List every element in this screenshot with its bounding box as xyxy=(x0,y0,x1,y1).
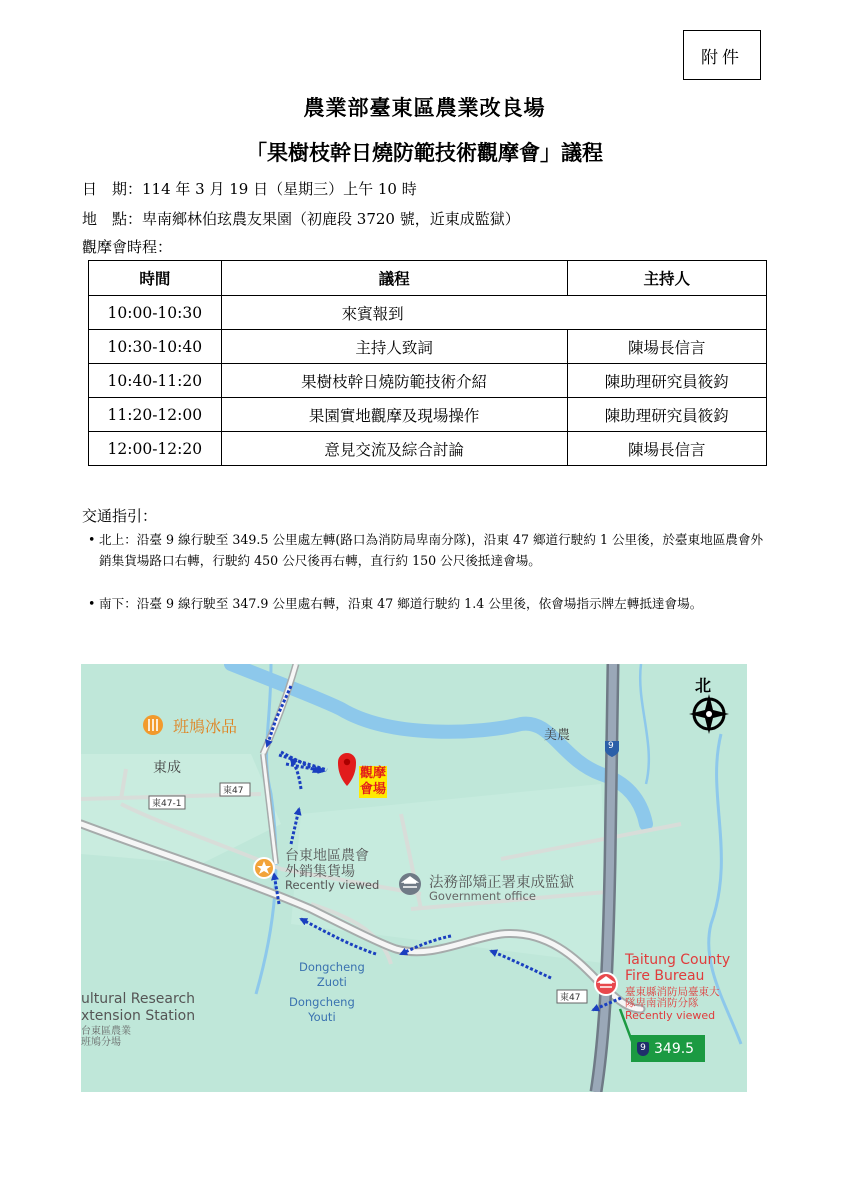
row-time: 11:20-12:00 xyxy=(89,398,222,432)
attachment-label: 附件 xyxy=(683,30,761,80)
route9-label: 9 xyxy=(608,741,614,751)
meinong-label: 美農 xyxy=(544,728,571,743)
road-dong47-label: 東47 xyxy=(560,993,581,1003)
table-row xyxy=(89,364,767,398)
traffic-northbound-text: 北上：沿臺 9 線行駛至 349.5 公里處左轉(路口為消防局卑南分隊)，沿東 47 鄉道行駛約 1 公里後，於臺東地區農會外銷集貨場路口右轉，行駛約 450 公尺後再右轉，直行約 150 公尺後抵達會場。 xyxy=(99,532,764,568)
table-row xyxy=(89,330,767,364)
row-agenda: 果樹枝幹日燒防範技術介紹 xyxy=(221,364,567,398)
research-station-label xyxy=(81,991,195,1025)
header-agenda: 議程 xyxy=(221,261,567,296)
road-dong47-label: 東47 xyxy=(223,786,244,796)
zuoti-label xyxy=(299,960,365,990)
place-line: 地 點：卑南鄉林伯玹農友果園（初鹿段 3720 號，近東成監獄） xyxy=(82,210,520,228)
venue-label-line2: 會場 xyxy=(360,782,387,797)
traffic-title: 交通指引： xyxy=(82,507,158,525)
north-label: 北 xyxy=(695,676,712,695)
route-map xyxy=(81,664,747,1092)
traffic-northbound xyxy=(88,529,773,571)
dongcheng-label: 東成 xyxy=(153,760,181,776)
fire-zh-line2: 隊卑南消防分隊 xyxy=(625,997,699,1009)
agenda-table xyxy=(88,260,767,466)
fire-zh-line1: 臺東縣消防局臺東大 xyxy=(625,986,720,998)
schedule-label: 觀摩會時程： xyxy=(82,238,173,256)
row-time: 10:40-11:20 xyxy=(89,364,222,398)
farm-assoc-line2: 外銷集貨場 xyxy=(285,864,355,880)
research-station-zh-label xyxy=(81,1026,131,1048)
header-time: 時間 xyxy=(89,261,222,296)
row-host: 陳場長信言 xyxy=(567,330,766,364)
traffic-southbound-text: 南下：沿臺 9 線行駛至 347.9 公里處右轉，沿東 47 鄉道行駛約 1.4 公里後，依會場指示牌左轉抵達會場。 xyxy=(99,596,703,611)
row-host: 陳場長信言 xyxy=(567,432,766,466)
row-agenda: 果園實地觀摩及現場操作 xyxy=(221,398,567,432)
research-zh-line2: 班鳩分場 xyxy=(81,1037,121,1048)
row-time: 10:00-10:30 xyxy=(89,296,222,330)
row-time: 12:00-12:20 xyxy=(89,432,222,466)
km-marker-badge xyxy=(631,1035,705,1062)
youti-line1: Dongcheng xyxy=(289,995,355,1009)
fire-en-line1: Taitung County xyxy=(625,952,731,968)
bullet-icon: • xyxy=(88,532,96,547)
event-title: 「果樹枝幹日燒防範技術觀摩會」議程 xyxy=(246,140,603,165)
farm-assoc-line1: 台東地區農會 xyxy=(285,848,369,864)
recently-viewed-label: Recently viewed xyxy=(285,878,380,892)
table-row xyxy=(89,432,767,466)
venue-label-line1: 觀摩 xyxy=(360,766,387,781)
youti-line2: Youti xyxy=(308,1010,336,1024)
ice-shop-label: 班鳩冰品 xyxy=(173,717,238,736)
table-row xyxy=(89,398,767,432)
row-agenda: 來賓報到 xyxy=(221,296,766,330)
bullet-icon: • xyxy=(88,596,96,611)
header-host: 主持人 xyxy=(567,261,766,296)
zuoti-line2: Zuoti xyxy=(316,975,347,989)
row-host: 陳助理研究員筱鈞 xyxy=(567,398,766,432)
page-title: 農業部臺東區農業改良場 xyxy=(303,95,546,120)
fire-en-line2: Fire Bureau xyxy=(625,968,705,984)
research-line2: xtension Station xyxy=(81,1008,196,1024)
table-row xyxy=(89,296,767,330)
fire-bureau-zh-label xyxy=(625,987,720,1009)
research-line1: ultural Research xyxy=(81,991,196,1007)
row-agenda: 主持人致詞 xyxy=(221,330,567,364)
research-zh-line1: 台東區農業 xyxy=(81,1026,131,1037)
prison-label: 法務部矯正署東成監獄 xyxy=(429,875,574,891)
row-agenda: 意見交流及綜合討論 xyxy=(221,432,567,466)
table-header-row xyxy=(89,261,767,296)
zuoti-line1: Dongcheng xyxy=(299,960,365,974)
gov-office-label: Government office xyxy=(429,889,536,903)
traffic-southbound xyxy=(88,593,773,614)
youti-label xyxy=(289,995,355,1025)
farm-assoc-label xyxy=(285,848,369,880)
fire-recently-viewed: Recently viewed xyxy=(625,1009,716,1022)
row-host: 陳助理研究員筱鈞 xyxy=(567,364,766,398)
road-dong47-1-label: 東47-1 xyxy=(152,799,182,809)
venue-label xyxy=(359,766,387,798)
km-marker-label: 349.5 xyxy=(654,1040,695,1057)
fire-bureau-en-label xyxy=(625,952,730,984)
date-line: 日 期：114 年 3 月 19 日（星期三）上午 10 時 xyxy=(82,180,417,198)
row-time: 10:30-10:40 xyxy=(89,330,222,364)
route9-shield-icon: 9 xyxy=(637,1042,649,1056)
